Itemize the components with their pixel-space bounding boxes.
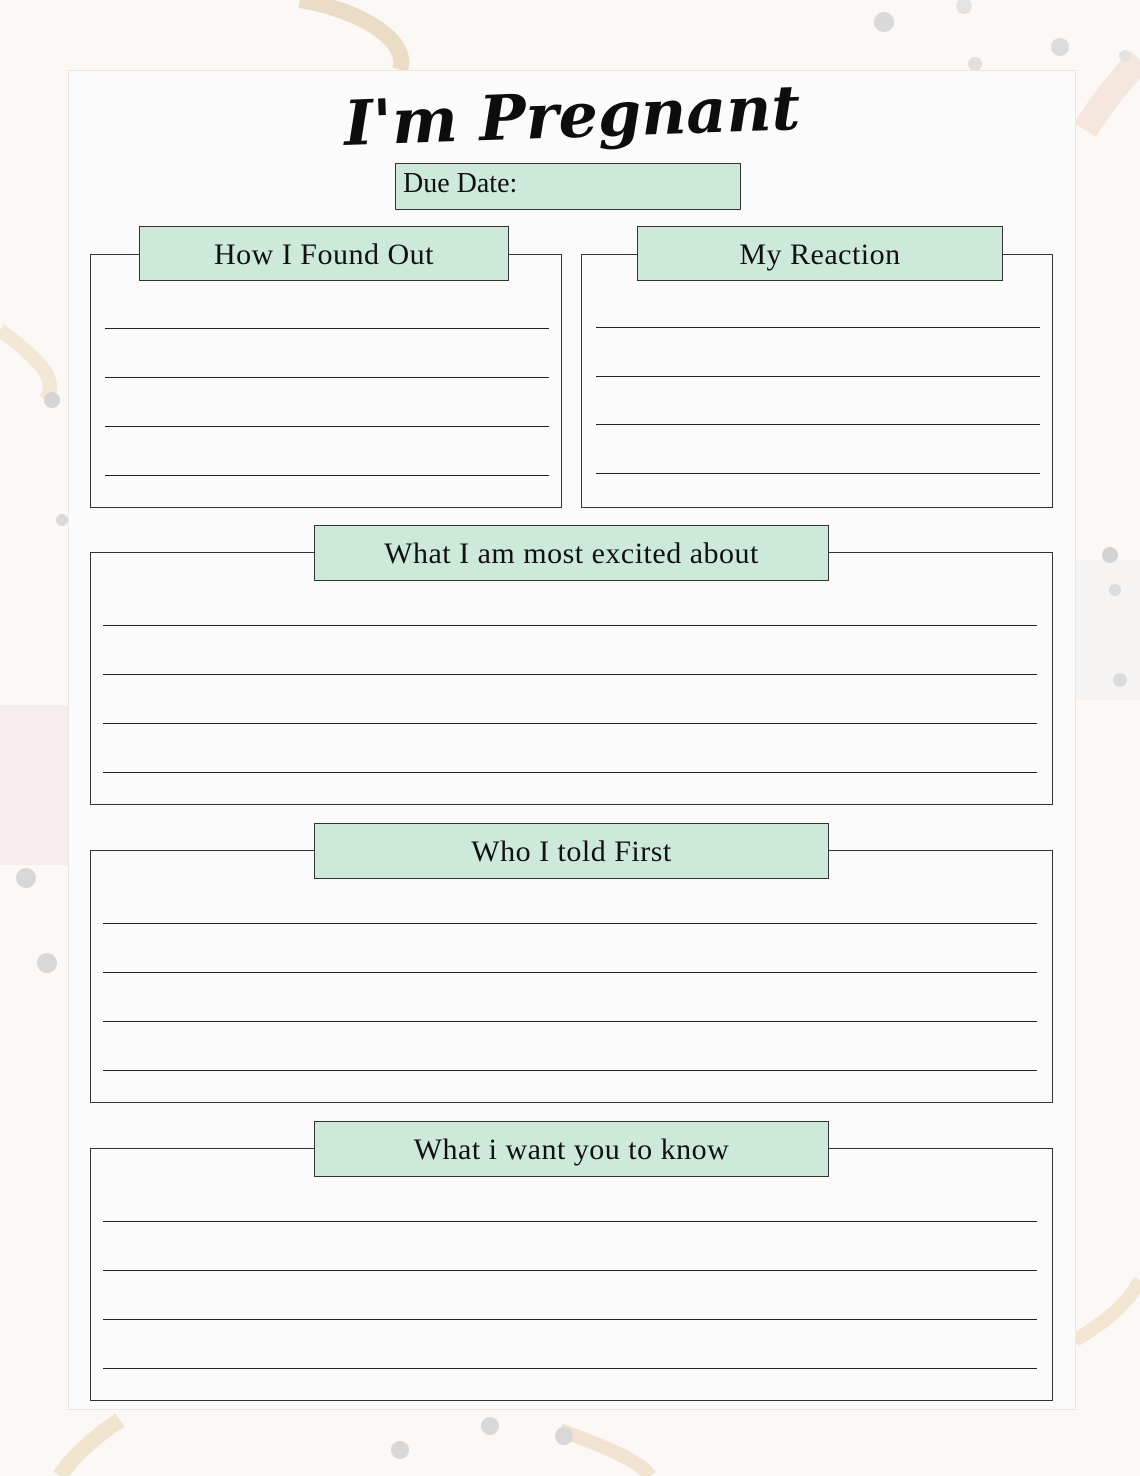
told-first-heading: Who I told First [314,823,829,879]
writing-line[interactable] [596,376,1040,377]
want-to-know-box [90,1148,1053,1401]
writing-line[interactable] [596,327,1040,328]
found-out-heading: How I Found Out [139,226,509,281]
writing-line[interactable] [103,772,1037,773]
found-out-box [90,254,562,508]
writing-line[interactable] [105,328,549,329]
excited-heading: What I am most excited about [314,525,829,581]
writing-line[interactable] [103,923,1037,924]
writing-line[interactable] [103,1070,1037,1071]
reaction-heading: My Reaction [637,226,1003,281]
reaction-box [581,254,1053,508]
writing-line[interactable] [596,424,1040,425]
journal-page [68,70,1076,1410]
writing-line[interactable] [103,1021,1037,1022]
page-title-text: I'm Pregnant [342,71,802,160]
writing-line[interactable] [105,377,549,378]
writing-line[interactable] [105,475,549,476]
writing-line[interactable] [103,723,1037,724]
writing-line[interactable] [103,1319,1037,1320]
writing-line[interactable] [103,1270,1037,1271]
page-title [69,71,1075,161]
writing-line[interactable] [103,674,1037,675]
writing-line[interactable] [103,972,1037,973]
writing-line[interactable] [596,473,1040,474]
due-date-field[interactable] [395,163,741,210]
writing-line[interactable] [103,1221,1037,1222]
writing-line[interactable] [103,1368,1037,1369]
writing-line[interactable] [103,625,1037,626]
told-first-box [90,850,1053,1103]
want-to-know-heading: What i want you to know [314,1121,829,1177]
due-date-label: Due Date: [403,168,518,199]
writing-line[interactable] [105,426,549,427]
excited-box [90,552,1053,805]
